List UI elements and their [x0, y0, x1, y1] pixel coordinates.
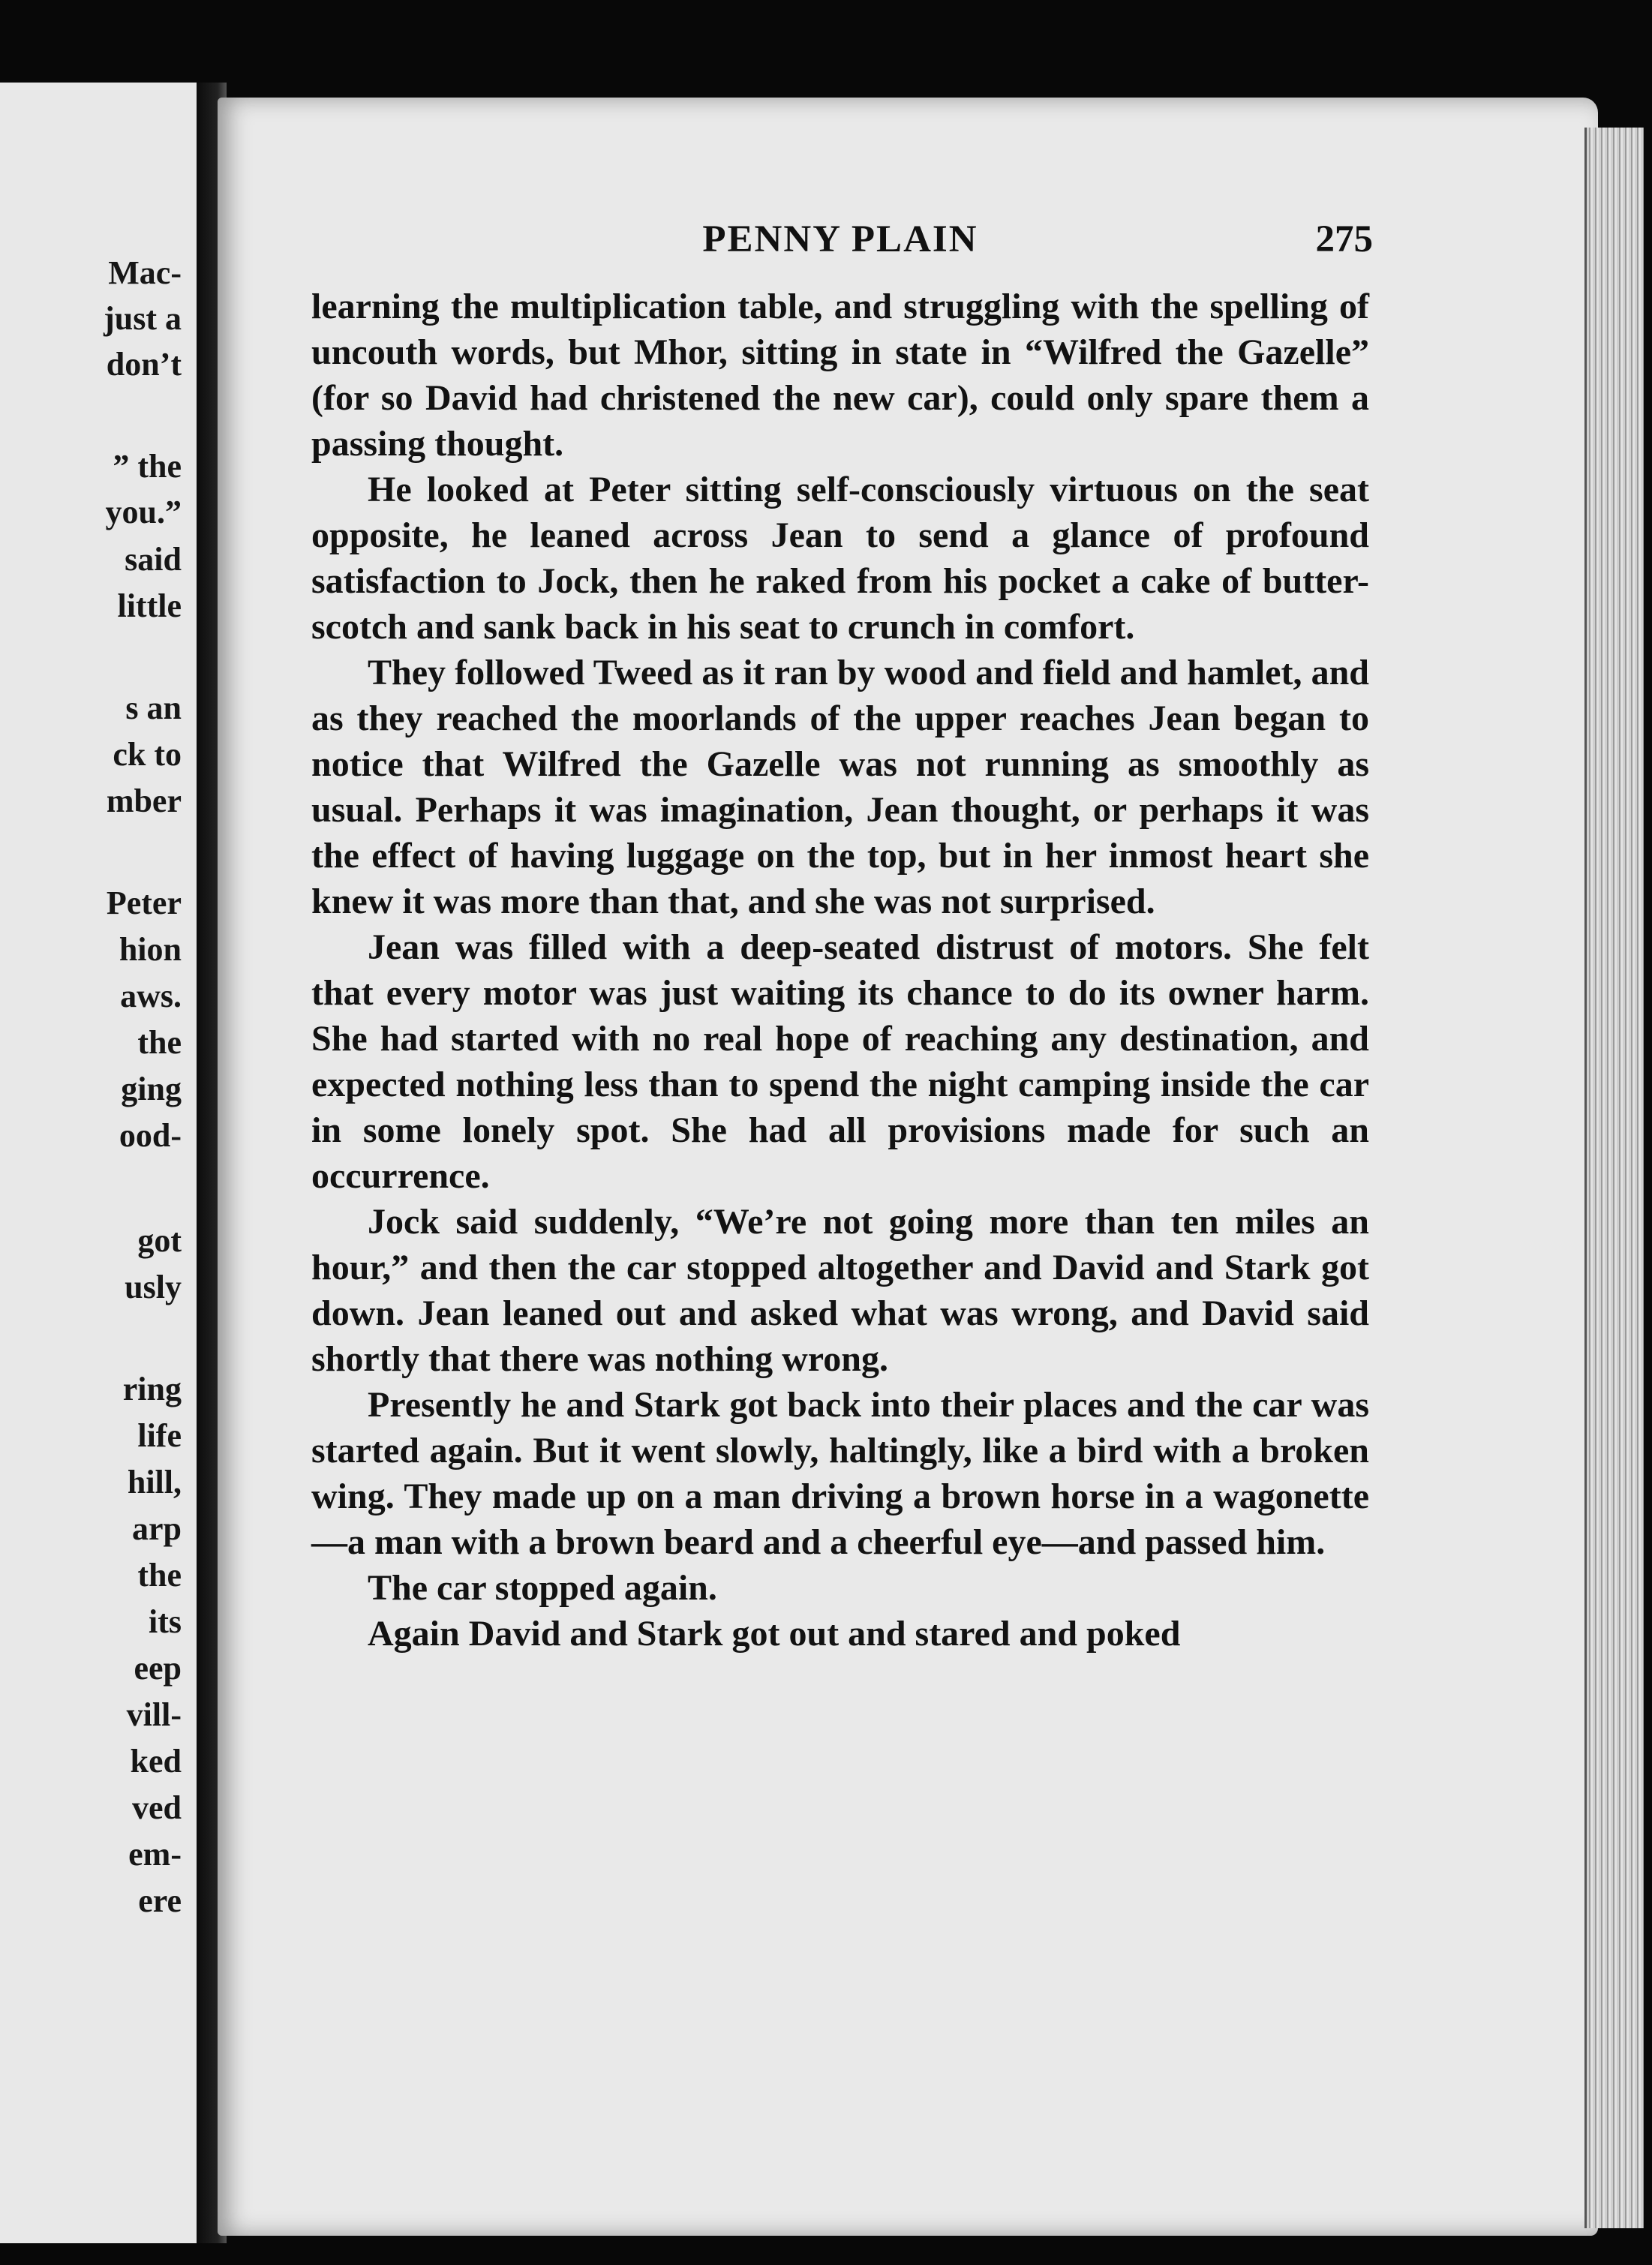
- left-page-fragment: vill-: [126, 1696, 182, 1733]
- left-page-fragment: just a: [104, 300, 182, 337]
- left-page-fragment: eep: [134, 1650, 182, 1687]
- left-page-fragment: its: [149, 1603, 182, 1640]
- left-page-fragment: ved: [132, 1789, 182, 1826]
- left-page-fragment: aws.: [120, 978, 182, 1014]
- left-page-fragment: ck to: [113, 736, 182, 773]
- left-page-fragment: hion: [119, 931, 182, 968]
- left-page-fragment: ere: [138, 1882, 182, 1919]
- paragraph: Presently he and Stark got back into their places and the car was started again. But it went slowly, haltingly, like a bird with a broken wing. They made up on a man driving a brown horse in a wagonette—a man with a brown beard and a cheerful eye—and passed him.: [311, 1385, 1369, 1562]
- left-page-fragment: ring: [122, 1371, 182, 1407]
- page-header: [308, 218, 1373, 270]
- left-page-fragment: ging: [121, 1071, 182, 1107]
- left-page-fragment: the: [137, 1024, 182, 1061]
- left-page-fragment: said: [125, 541, 182, 578]
- running-head: PENNY PLAIN: [702, 218, 978, 260]
- left-page-fragment: ” the: [113, 448, 182, 485]
- left-page-fragment: got: [137, 1222, 182, 1259]
- paragraph: They followed Tweed as it ran by wood and field and hamlet, and as they reached the moorlands of the upper reaches Jean began to notice that Wilfred the Gazelle was not running as smoothly as usual. Perhaps it was imagination, Jean thought, or perhaps it was the effect of having luggage on the top, but in her inmost heart she knew it was more than that, and she was not surprised.: [311, 653, 1369, 921]
- left-page-fragment: em-: [128, 1836, 182, 1873]
- left-page-fragment: the: [137, 1557, 182, 1594]
- left-page-fragment: hill,: [127, 1464, 182, 1500]
- left-page-fragment: little: [117, 587, 182, 624]
- left-page-fragment: ked: [130, 1743, 182, 1780]
- page-number: 275: [1315, 218, 1373, 260]
- left-page-fragment: arp: [132, 1510, 182, 1547]
- left-page-fragment: you.”: [105, 494, 182, 530]
- left-page-fragment: mber: [106, 783, 182, 819]
- paragraph: learning the multiplication table, and struggling with the spelling of uncouth words, but Mhor, sitting in state in “Wilfred the Gazelle” (for so David had christened the new car), could only spare them a passing thought.: [311, 287, 1369, 464]
- left-page-fragment: don’t: [106, 346, 182, 383]
- paragraph: He looked at Peter sitting self-consciously virtuous on the seat opposite, he leaned across Jean to send a glance of profound satisfaction to Jock, then he raked from his pocket a cake of butter-scotch and sank back in his seat to crunch in comfort.: [311, 470, 1369, 647]
- paragraph: Again David and Stark got out and stared and poked: [368, 1614, 1181, 1654]
- left-page-fragment: s an: [125, 689, 182, 726]
- paragraph: The car stopped again.: [368, 1568, 717, 1608]
- paragraph: Jean was filled with a deep-seated distrust of motors. She felt that every motor was just waiting its chance to do its owner harm. She had started with no real hope of reaching any destination, and expected nothing less than to spend the night camping inside the car in some lonely spot. She had all provisions made for such an occurrence.: [311, 927, 1369, 1196]
- left-page-fragment: ood-: [119, 1117, 182, 1154]
- previous-page-strip: [0, 83, 201, 2243]
- left-page-fragment: Peter: [106, 885, 182, 921]
- left-page-fragment: usly: [125, 1269, 182, 1305]
- page-edges: [1584, 128, 1644, 2228]
- left-page-fragment: Mac-: [108, 254, 182, 291]
- paragraph: Jock said suddenly, “We’re not going more than ten miles an hour,” and then the car stopped altogether and David and Stark got down. Jean leaned out and asked what was wrong, and David said shortly that there was nothing wrong.: [311, 1202, 1369, 1379]
- body-text: [311, 284, 1369, 1657]
- left-page-fragment: life: [137, 1417, 182, 1454]
